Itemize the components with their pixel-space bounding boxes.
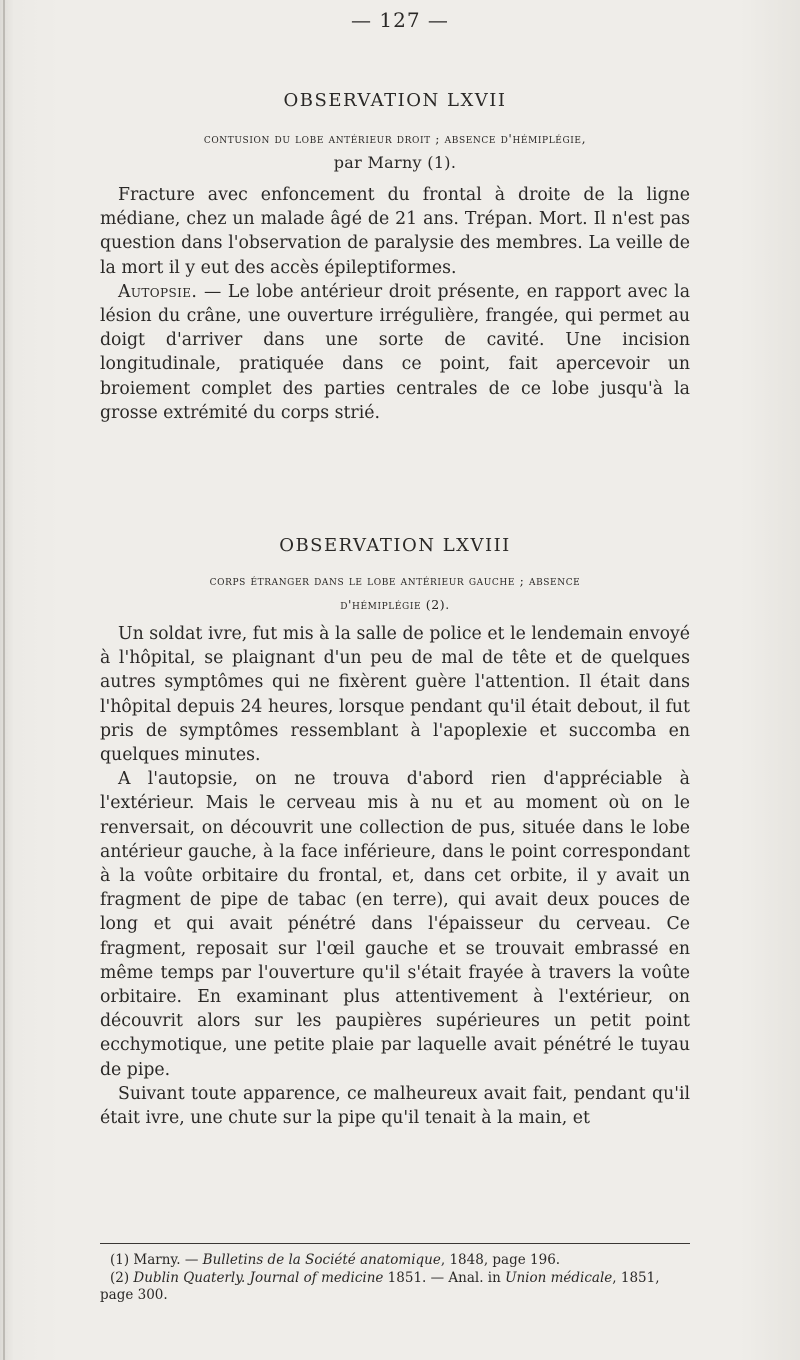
footnote-source: Bulletins de la Société anatomique xyxy=(202,1252,441,1268)
observation-subtitle-line2: par Marny (1). xyxy=(333,153,457,172)
observation-lxviii-body xyxy=(100,622,690,1130)
observation-subtitle-line2: d'hémiplégie (2). xyxy=(340,597,450,612)
footnote-source-2: Union médicale xyxy=(505,1270,613,1286)
observation-lxvii-subtitle xyxy=(100,127,690,175)
footnote-text: , 1851, page 300. xyxy=(100,1270,660,1303)
paragraph-text: Suivant toute apparence, ce malheureux avait fait, pendant qu'il était ivre, une chute sur la pipe qu'il tenait à la main, et xyxy=(100,1083,690,1129)
binding-edge xyxy=(3,0,5,1360)
observation-subtitle-line1: corps étranger dans le lobe antérieur gauche ; absence xyxy=(209,573,581,588)
footnote-1 xyxy=(100,1252,690,1269)
footnote-rule xyxy=(100,1243,690,1244)
observation-lxvii xyxy=(100,90,690,111)
paragraph-text: Fracture avec enfoncement du frontal à droite de la ligne médiane, chez un malade âgé de 21 ans. Trépan. Mort. Il n'est pas question dans l'observation de paralysie des membres. La veille de la mort il y eut des accès épileptiformes. xyxy=(100,185,690,278)
footnote-text: 1851. — Anal. in xyxy=(383,1270,506,1286)
observation-lxviii-subtitle xyxy=(100,569,690,617)
footnote-text: , 1848, page 196. xyxy=(440,1252,561,1268)
footnote-source: Dublin Quaterly. Journal of medicine xyxy=(133,1270,384,1286)
page-number: — 127 — xyxy=(351,8,449,32)
observation-subtitle-line1: contusion du lobe antérieur droit ; absence d'hémiplégie, xyxy=(203,131,587,146)
paragraph-lead: Autopsie. xyxy=(118,281,198,302)
paragraph-text: Un soldat ivre, fut mis à la salle de police et le lendemain envoyé à l'hôpital, se plaignant d'un peu de mal de tête et de quelques autres symptômes qui ne fixèrent guère l'attention. Il était dans l'hôpital depuis 24 heures, lorsque pendant qu'il était debout, il fut pris de symptômes ressemblant à l'apoplexie et succomba en quelques minutes. xyxy=(100,624,690,766)
paragraph-text: A l'autopsie, on ne trouva d'abord rien d'appréciable à l'extérieur. Mais le cerveau mis à nu et au moment où on le renversait, on découvrit une collection de pus, située dans le lobe antérieur gauche, à la face inférieure, dans le point correspondant à la voûte orbitaire du frontal, et, dans cet orbite, il y avait un fragment de pipe de tabac (en terre), qui avait deux pouces de long et qui avait pénétré dans l'épaisseur du cerveau. Ce fragment, reposait sur l'œil gauche et se trouvait embrassé en même temps par l'ouverture qu'il s'était frayée à travers la voûte orbitaire. En examinant plus attentivement à l'extérieur, on découvrit alors sur les paupières supérieures un petit point ecchymotique, une petite plaie par laquelle avait pénétré le tuyau de pipe. xyxy=(100,769,690,1080)
paragraph xyxy=(100,767,690,1082)
paragraph xyxy=(100,183,690,280)
paragraph-text: — Le lobe antérieur droit présente, en rapport avec la lésion du crâne, une ouverture irrégulière, frangée, qui permet au doigt d'arriver dans une sorte de cavité. Une incision longitudinale, pratiquée dans ce point, fait apercevoir un broiement complet des parties centrales de ce lobe jusqu'à la grosse extrémité du corps strié. xyxy=(100,281,690,423)
observation-title: OBSERVATION LXVII xyxy=(283,90,507,111)
observation-lxvii-body xyxy=(100,183,690,425)
paragraph-autopsie xyxy=(100,280,690,425)
observation-title: OBSERVATION LXVIII xyxy=(279,535,511,556)
footnote-marker: (2) xyxy=(110,1270,130,1286)
footnote-text: Marny. — xyxy=(129,1252,203,1268)
footnote-2 xyxy=(100,1270,690,1304)
paragraph xyxy=(100,1082,690,1130)
paragraph xyxy=(100,622,690,767)
footnote-marker: (1) xyxy=(110,1252,130,1268)
observation-lxviii xyxy=(100,535,690,556)
